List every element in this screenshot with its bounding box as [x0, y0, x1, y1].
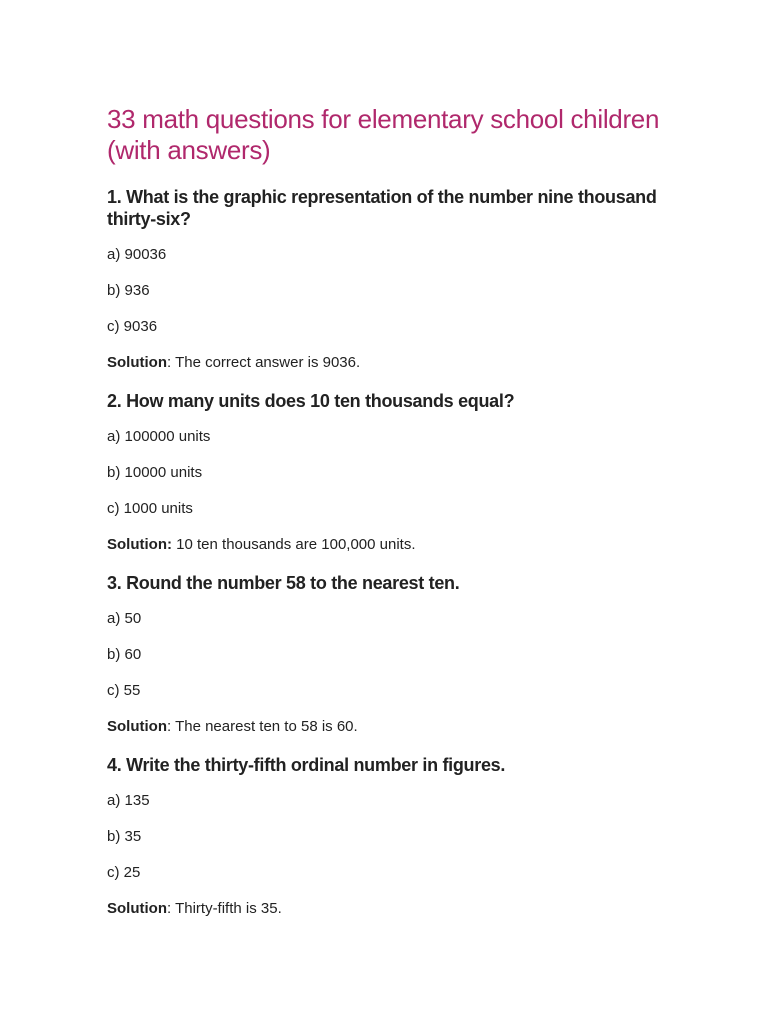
answer-option: a) 90036	[107, 246, 167, 263]
solution-text	[107, 354, 667, 372]
question-heading: 2. How many units does 10 ten thousands equal?	[107, 391, 515, 411]
question-block-4	[107, 754, 667, 918]
answer-option: b) 35	[107, 828, 142, 845]
solution-body: 10 ten thousands are 100,000 units.	[171, 536, 416, 553]
question-block-2	[107, 390, 667, 554]
solution-text	[107, 718, 667, 736]
solution-body: : The nearest ten to 58 is 60.	[167, 718, 358, 735]
answer-option: a) 100000 units	[107, 428, 211, 445]
answer-option: c) 25	[107, 864, 141, 881]
solution-body: : The correct answer is 9036.	[167, 354, 361, 371]
question-block-1	[107, 186, 667, 372]
solution-label: Solution:	[107, 536, 172, 553]
question-heading: 4. Write the thirty-fifth ordinal number in figures.	[107, 755, 506, 775]
question-block-3	[107, 572, 667, 736]
document-page	[107, 104, 667, 936]
answer-option: a) 50	[107, 610, 142, 627]
page-title: 33 math questions for elementary school children (with answers)	[107, 104, 660, 165]
solution-text	[107, 536, 667, 554]
answer-option: a) 135	[107, 792, 150, 809]
answer-option: b) 10000 units	[107, 464, 203, 481]
solution-label: Solution	[107, 718, 167, 735]
solution-body: : Thirty-fifth is 35.	[167, 900, 282, 917]
answer-option: b) 60	[107, 646, 142, 663]
answer-option: c) 1000 units	[107, 500, 193, 517]
question-heading: 3. Round the number 58 to the nearest ten.	[107, 573, 460, 593]
answer-option: b) 936	[107, 282, 150, 299]
answer-option: c) 9036	[107, 318, 158, 335]
solution-label: Solution	[107, 354, 167, 371]
solution-label: Solution	[107, 900, 167, 917]
solution-text	[107, 900, 667, 918]
answer-option: c) 55	[107, 682, 141, 699]
question-heading: 1. What is the graphic representation of the number nine thousand thirty-six?	[107, 187, 657, 229]
